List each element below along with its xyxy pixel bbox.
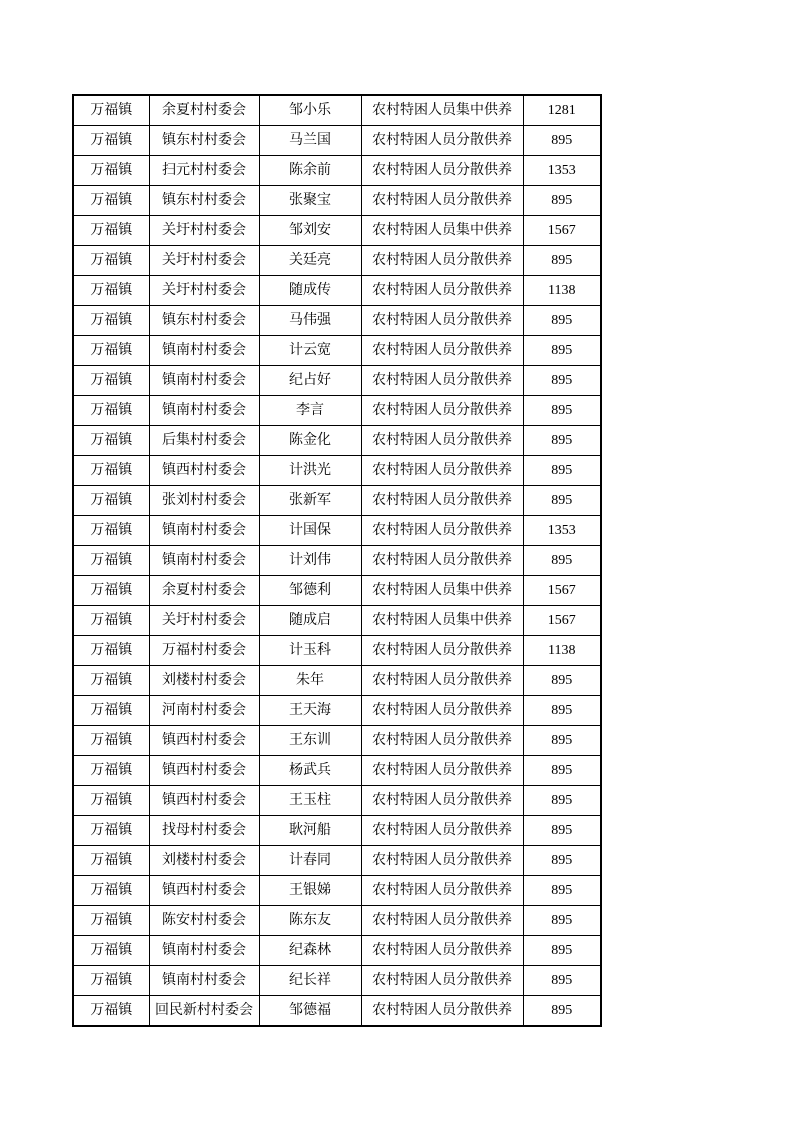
table-row <box>73 306 601 336</box>
amount-cell: 895 <box>523 726 601 756</box>
village-committee-cell: 镇西村村委会 <box>149 456 259 486</box>
amount-cell: 895 <box>523 336 601 366</box>
amount-cell: 1138 <box>523 276 601 306</box>
support-type-cell: 农村特困人员分散供养 <box>361 336 523 366</box>
table-row <box>73 936 601 966</box>
person-name-cell: 耿河船 <box>259 816 361 846</box>
amount-cell: 895 <box>523 426 601 456</box>
table-row <box>73 216 601 246</box>
village-committee-cell: 河南村村委会 <box>149 696 259 726</box>
amount-cell: 895 <box>523 666 601 696</box>
support-type-cell: 农村特困人员分散供养 <box>361 636 523 666</box>
table-row <box>73 276 601 306</box>
table-row <box>73 456 601 486</box>
town-cell: 万福镇 <box>73 426 149 456</box>
amount-cell: 895 <box>523 756 601 786</box>
amount-cell: 1281 <box>523 95 601 126</box>
village-committee-cell: 关圩村村委会 <box>149 276 259 306</box>
town-cell: 万福镇 <box>73 696 149 726</box>
person-name-cell: 计云宽 <box>259 336 361 366</box>
village-committee-cell: 张刘村村委会 <box>149 486 259 516</box>
town-cell: 万福镇 <box>73 516 149 546</box>
amount-cell: 895 <box>523 696 601 726</box>
records-table <box>72 94 602 1027</box>
town-cell: 万福镇 <box>73 576 149 606</box>
village-committee-cell: 后集村村委会 <box>149 426 259 456</box>
person-name-cell: 纪森林 <box>259 936 361 966</box>
village-committee-cell: 回民新村村委会 <box>149 996 259 1027</box>
support-type-cell: 农村特困人员分散供养 <box>361 876 523 906</box>
person-name-cell: 王玉柱 <box>259 786 361 816</box>
person-name-cell: 邹小乐 <box>259 95 361 126</box>
amount-cell: 895 <box>523 306 601 336</box>
amount-cell: 1353 <box>523 516 601 546</box>
support-type-cell: 农村特困人员分散供养 <box>361 696 523 726</box>
village-committee-cell: 镇东村村委会 <box>149 186 259 216</box>
town-cell: 万福镇 <box>73 336 149 366</box>
person-name-cell: 马伟强 <box>259 306 361 336</box>
support-type-cell: 农村特困人员分散供养 <box>361 426 523 456</box>
village-committee-cell: 余夏村村委会 <box>149 95 259 126</box>
person-name-cell: 纪占好 <box>259 366 361 396</box>
person-name-cell: 李言 <box>259 396 361 426</box>
town-cell: 万福镇 <box>73 546 149 576</box>
table-row <box>73 846 601 876</box>
person-name-cell: 关廷亮 <box>259 246 361 276</box>
town-cell: 万福镇 <box>73 726 149 756</box>
amount-cell: 895 <box>523 816 601 846</box>
town-cell: 万福镇 <box>73 906 149 936</box>
amount-cell: 1567 <box>523 606 601 636</box>
table-row <box>73 696 601 726</box>
person-name-cell: 杨武兵 <box>259 756 361 786</box>
town-cell: 万福镇 <box>73 366 149 396</box>
town-cell: 万福镇 <box>73 606 149 636</box>
village-committee-cell: 刘楼村村委会 <box>149 666 259 696</box>
support-type-cell: 农村特困人员集中供养 <box>361 576 523 606</box>
town-cell: 万福镇 <box>73 816 149 846</box>
table-row <box>73 95 601 126</box>
person-name-cell: 纪长祥 <box>259 966 361 996</box>
town-cell: 万福镇 <box>73 636 149 666</box>
person-name-cell: 朱年 <box>259 666 361 696</box>
amount-cell: 895 <box>523 966 601 996</box>
table-row <box>73 426 601 456</box>
support-type-cell: 农村特困人员分散供养 <box>361 276 523 306</box>
person-name-cell: 邹德利 <box>259 576 361 606</box>
town-cell: 万福镇 <box>73 996 149 1027</box>
table-row <box>73 906 601 936</box>
amount-cell: 895 <box>523 486 601 516</box>
table-row <box>73 396 601 426</box>
table-row <box>73 336 601 366</box>
support-type-cell: 农村特困人员分散供养 <box>361 936 523 966</box>
village-committee-cell: 刘楼村村委会 <box>149 846 259 876</box>
support-type-cell: 农村特困人员分散供养 <box>361 486 523 516</box>
village-committee-cell: 镇南村村委会 <box>149 396 259 426</box>
amount-cell: 895 <box>523 246 601 276</box>
support-type-cell: 农村特困人员集中供养 <box>361 606 523 636</box>
village-committee-cell: 扫元村村委会 <box>149 156 259 186</box>
village-committee-cell: 找母村村委会 <box>149 816 259 846</box>
table-row <box>73 126 601 156</box>
amount-cell: 895 <box>523 786 601 816</box>
table-row <box>73 816 601 846</box>
support-type-cell: 农村特困人员分散供养 <box>361 516 523 546</box>
person-name-cell: 张新军 <box>259 486 361 516</box>
village-committee-cell: 余夏村村委会 <box>149 576 259 606</box>
amount-cell: 895 <box>523 876 601 906</box>
table-row <box>73 636 601 666</box>
table-row <box>73 156 601 186</box>
village-committee-cell: 镇西村村委会 <box>149 786 259 816</box>
support-type-cell: 农村特困人员分散供养 <box>361 666 523 696</box>
town-cell: 万福镇 <box>73 786 149 816</box>
table-row <box>73 666 601 696</box>
town-cell: 万福镇 <box>73 936 149 966</box>
table-row <box>73 606 601 636</box>
support-type-cell: 农村特困人员分散供养 <box>361 546 523 576</box>
support-type-cell: 农村特困人员分散供养 <box>361 726 523 756</box>
village-committee-cell: 镇南村村委会 <box>149 516 259 546</box>
amount-cell: 1567 <box>523 216 601 246</box>
amount-cell: 895 <box>523 126 601 156</box>
person-name-cell: 马兰国 <box>259 126 361 156</box>
village-committee-cell: 镇西村村委会 <box>149 726 259 756</box>
town-cell: 万福镇 <box>73 396 149 426</box>
table-row <box>73 756 601 786</box>
person-name-cell: 王东训 <box>259 726 361 756</box>
village-committee-cell: 镇南村村委会 <box>149 336 259 366</box>
person-name-cell: 邹德福 <box>259 996 361 1027</box>
town-cell: 万福镇 <box>73 456 149 486</box>
town-cell: 万福镇 <box>73 876 149 906</box>
town-cell: 万福镇 <box>73 246 149 276</box>
town-cell: 万福镇 <box>73 156 149 186</box>
table-row <box>73 546 601 576</box>
support-type-cell: 农村特困人员分散供养 <box>361 126 523 156</box>
town-cell: 万福镇 <box>73 95 149 126</box>
support-type-cell: 农村特困人员集中供养 <box>361 95 523 126</box>
person-name-cell: 张聚宝 <box>259 186 361 216</box>
village-committee-cell: 镇东村村委会 <box>149 126 259 156</box>
support-type-cell: 农村特困人员分散供养 <box>361 816 523 846</box>
town-cell: 万福镇 <box>73 276 149 306</box>
town-cell: 万福镇 <box>73 756 149 786</box>
town-cell: 万福镇 <box>73 966 149 996</box>
amount-cell: 895 <box>523 996 601 1027</box>
person-name-cell: 王银娣 <box>259 876 361 906</box>
support-type-cell: 农村特困人员分散供养 <box>361 396 523 426</box>
amount-cell: 895 <box>523 396 601 426</box>
town-cell: 万福镇 <box>73 306 149 336</box>
table-row <box>73 246 601 276</box>
support-type-cell: 农村特困人员分散供养 <box>361 246 523 276</box>
support-type-cell: 农村特困人员分散供养 <box>361 996 523 1027</box>
person-name-cell: 计国保 <box>259 516 361 546</box>
amount-cell: 895 <box>523 906 601 936</box>
town-cell: 万福镇 <box>73 846 149 876</box>
person-name-cell: 邹刘安 <box>259 216 361 246</box>
support-type-cell: 农村特困人员集中供养 <box>361 216 523 246</box>
support-type-cell: 农村特困人员分散供养 <box>361 846 523 876</box>
village-committee-cell: 关圩村村委会 <box>149 606 259 636</box>
village-committee-cell: 镇东村村委会 <box>149 306 259 336</box>
village-committee-cell: 万福村村委会 <box>149 636 259 666</box>
town-cell: 万福镇 <box>73 216 149 246</box>
person-name-cell: 陈金化 <box>259 426 361 456</box>
table-row <box>73 486 601 516</box>
amount-cell: 895 <box>523 936 601 966</box>
person-name-cell: 计春同 <box>259 846 361 876</box>
table-row <box>73 576 601 606</box>
support-type-cell: 农村特困人员分散供养 <box>361 756 523 786</box>
table-row <box>73 996 601 1027</box>
amount-cell: 1138 <box>523 636 601 666</box>
table-row <box>73 966 601 996</box>
support-type-cell: 农村特困人员分散供养 <box>361 186 523 216</box>
person-name-cell: 计玉科 <box>259 636 361 666</box>
table-row <box>73 876 601 906</box>
amount-cell: 895 <box>523 456 601 486</box>
person-name-cell: 陈东友 <box>259 906 361 936</box>
village-committee-cell: 镇西村村委会 <box>149 876 259 906</box>
amount-cell: 895 <box>523 366 601 396</box>
village-committee-cell: 镇南村村委会 <box>149 936 259 966</box>
support-type-cell: 农村特困人员分散供养 <box>361 456 523 486</box>
village-committee-cell: 镇西村村委会 <box>149 756 259 786</box>
village-committee-cell: 陈安村村委会 <box>149 906 259 936</box>
person-name-cell: 随成传 <box>259 276 361 306</box>
support-type-cell: 农村特困人员分散供养 <box>361 306 523 336</box>
village-committee-cell: 关圩村村委会 <box>149 246 259 276</box>
table-row <box>73 186 601 216</box>
amount-cell: 1353 <box>523 156 601 186</box>
support-type-cell: 农村特困人员分散供养 <box>361 366 523 396</box>
person-name-cell: 计刘伟 <box>259 546 361 576</box>
person-name-cell: 计洪光 <box>259 456 361 486</box>
village-committee-cell: 镇南村村委会 <box>149 546 259 576</box>
amount-cell: 895 <box>523 186 601 216</box>
table-row <box>73 786 601 816</box>
person-name-cell: 陈余前 <box>259 156 361 186</box>
amount-cell: 895 <box>523 846 601 876</box>
table-row <box>73 726 601 756</box>
person-name-cell: 随成启 <box>259 606 361 636</box>
town-cell: 万福镇 <box>73 186 149 216</box>
records-body <box>73 95 601 1026</box>
town-cell: 万福镇 <box>73 486 149 516</box>
support-type-cell: 农村特困人员分散供养 <box>361 906 523 936</box>
amount-cell: 1567 <box>523 576 601 606</box>
amount-cell: 895 <box>523 546 601 576</box>
town-cell: 万福镇 <box>73 666 149 696</box>
support-type-cell: 农村特困人员分散供养 <box>361 966 523 996</box>
village-committee-cell: 镇南村村委会 <box>149 966 259 996</box>
support-type-cell: 农村特困人员分散供养 <box>361 786 523 816</box>
town-cell: 万福镇 <box>73 126 149 156</box>
table-row <box>73 366 601 396</box>
support-type-cell: 农村特困人员分散供养 <box>361 156 523 186</box>
village-committee-cell: 镇南村村委会 <box>149 366 259 396</box>
table-row <box>73 516 601 546</box>
village-committee-cell: 关圩村村委会 <box>149 216 259 246</box>
person-name-cell: 王天海 <box>259 696 361 726</box>
